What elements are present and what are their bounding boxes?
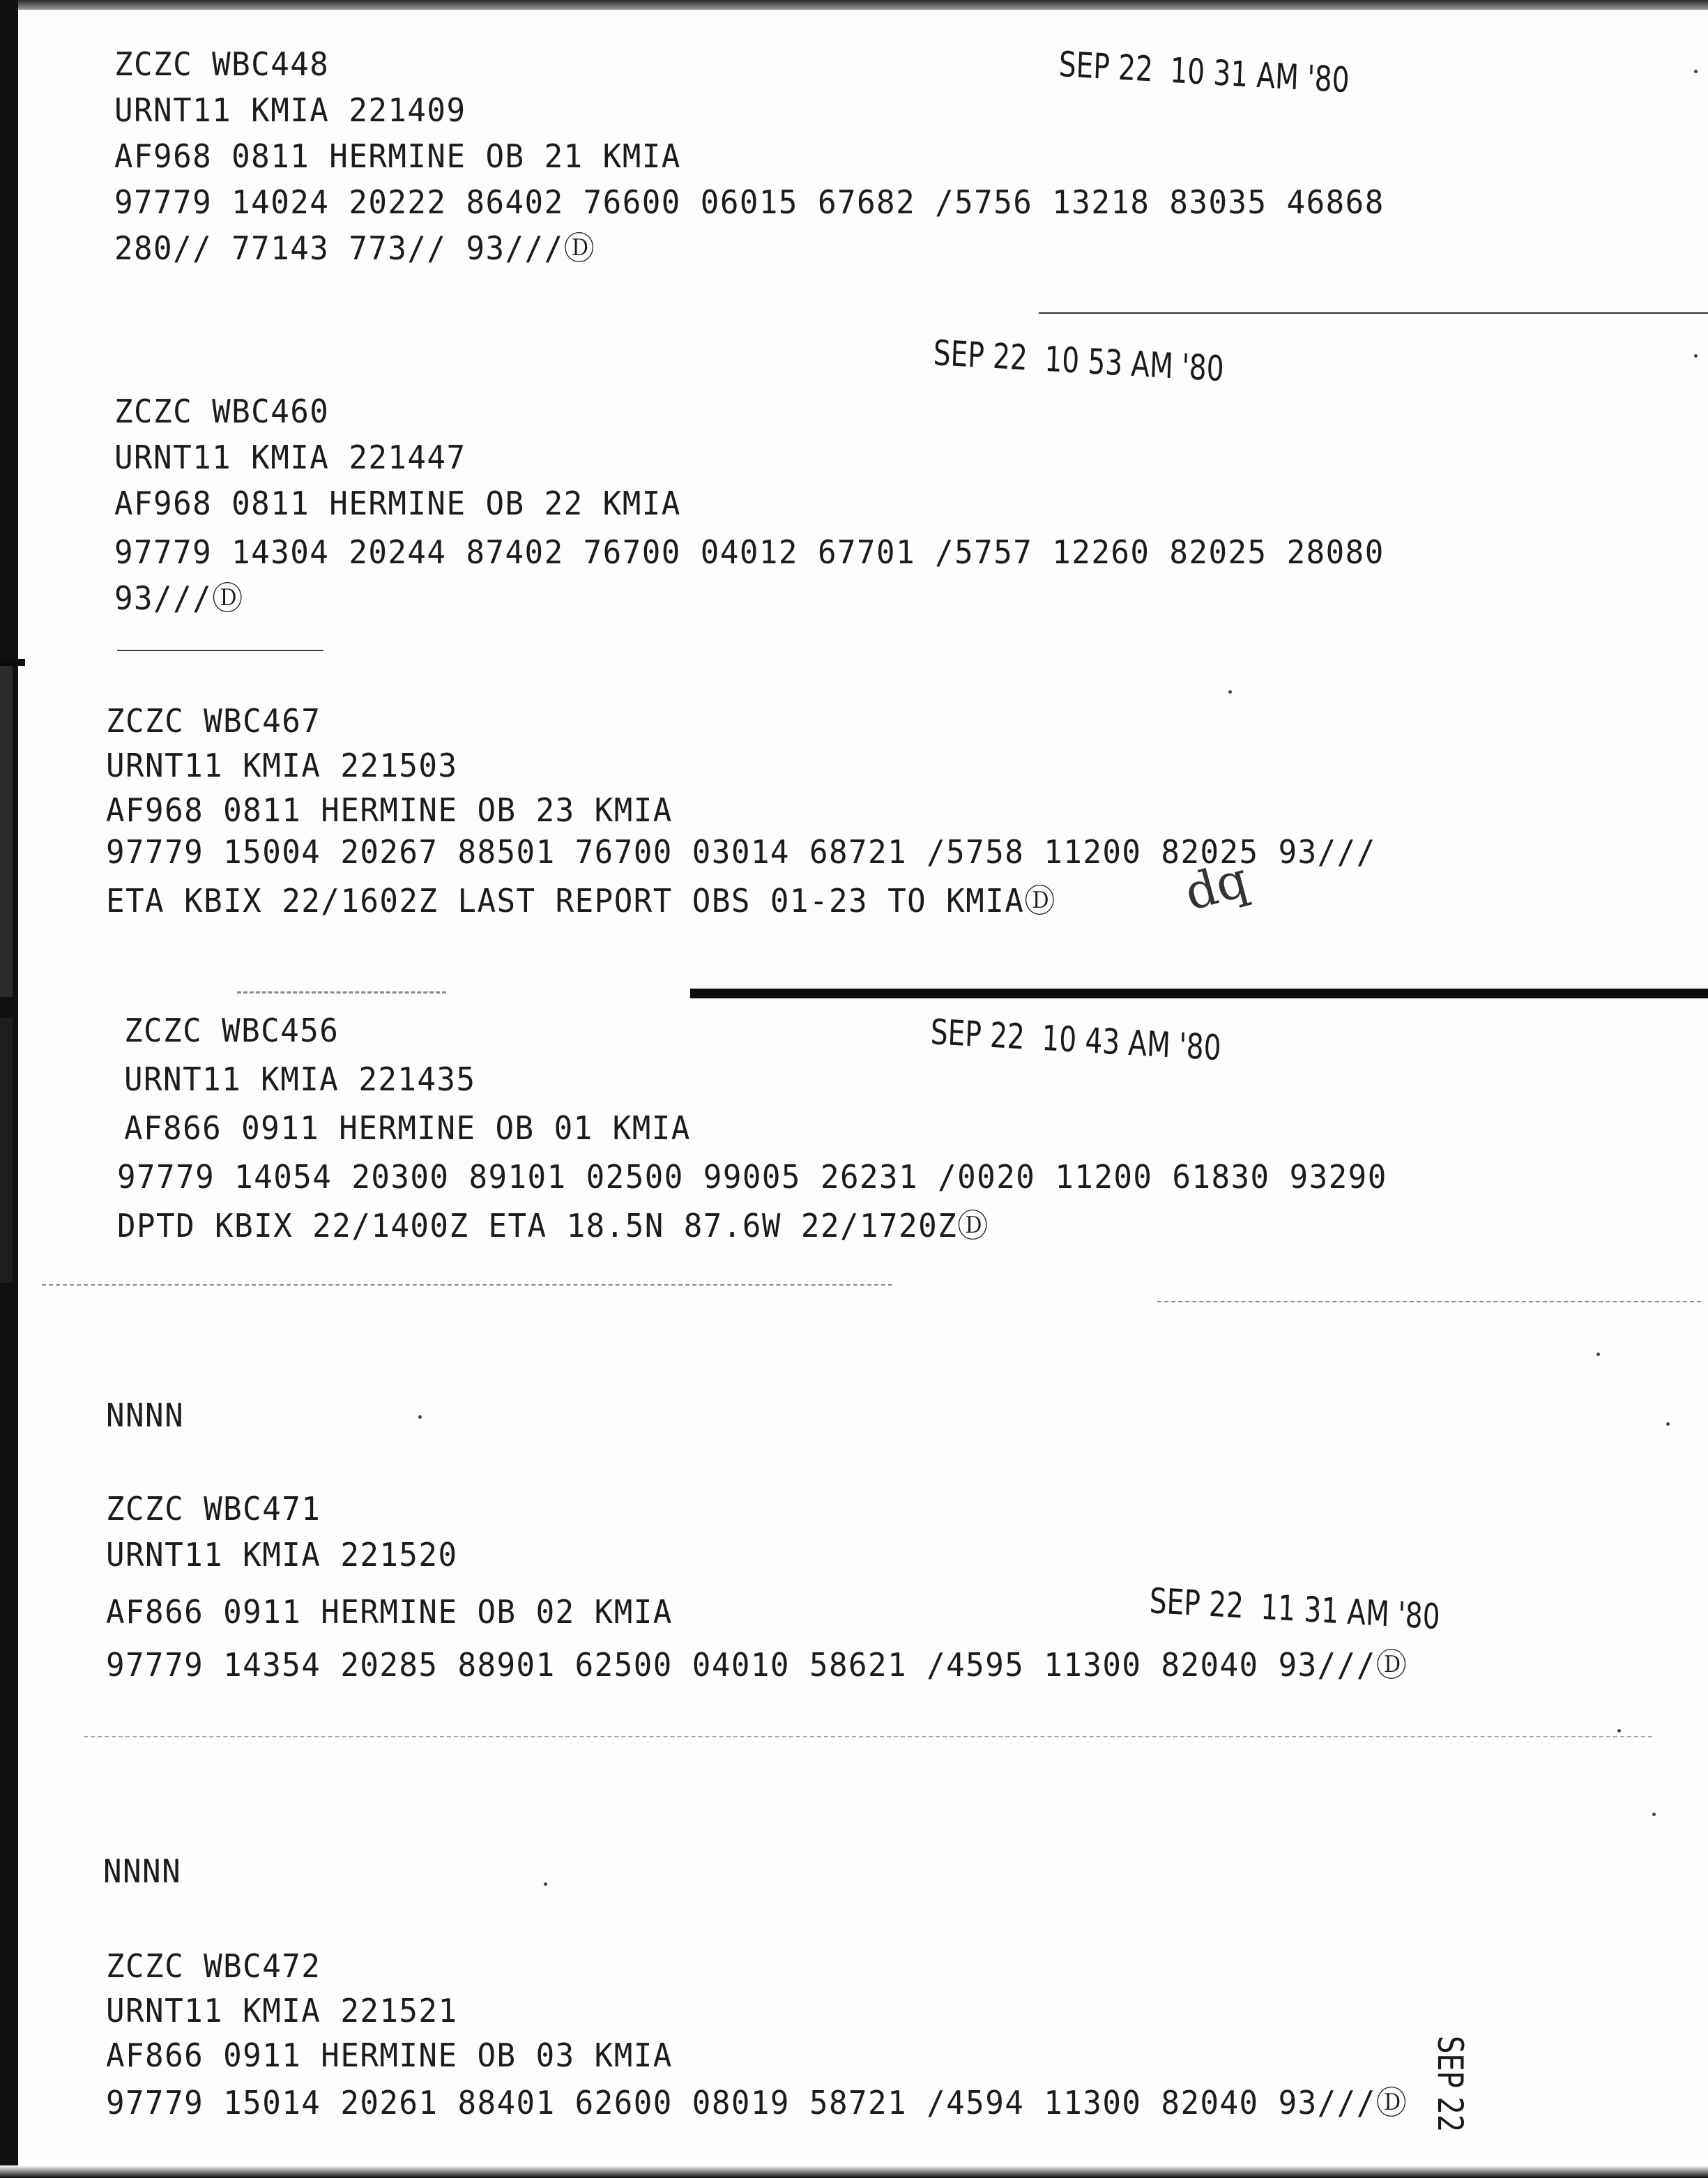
message-line: URNT11 KMIA 221503: [106, 747, 458, 784]
received-time-stamp: SEP 22 11 31 AM '80: [1148, 1580, 1441, 1638]
received-date-stamp: SEP 22: [1430, 2036, 1470, 2133]
message-line: URNT11 KMIA 221409: [114, 91, 466, 129]
message-line: ETA KBIX 22/1602Z LAST REPORT OBS 01-23 TO KMIAⒹ: [106, 882, 1056, 920]
strip-edge: [1039, 312, 1708, 314]
message-line: 97779 14024 20222 86402 76600 06015 67682 /5756 13218 83035 46868: [114, 183, 1385, 221]
message-line: AF866 0911 HERMINE OB 01 KMIA: [124, 1109, 691, 1147]
message-line: 97779 15014 20261 88401 62600 08019 58721 /4594 11300 82040 93///Ⓓ: [106, 2084, 1408, 2122]
message-header: ZCZC WBC460: [114, 393, 330, 430]
scan-speck: [1652, 1813, 1656, 1816]
scan-speck: [1228, 690, 1232, 694]
strip-edge: [690, 989, 1708, 998]
message-line: AF968 0811 HERMINE OB 21 KMIA: [114, 137, 681, 175]
strip-edge: [117, 650, 323, 651]
message-line: DPTD KBIX 22/1400Z ETA 18.5N 87.6W 22/1720ZⒹ: [117, 1207, 989, 1244]
message-line: URNT11 KMIA 221521: [106, 1992, 458, 2029]
received-time-stamp: SEP 22 10 53 AM '80: [932, 332, 1225, 390]
message-line: 280// 77143 773// 93///Ⓓ: [114, 229, 596, 267]
message-header: ZCZC WBC472: [106, 1947, 321, 1985]
message-line: 97779 14304 20244 87402 76700 04012 67701 /5757 12260 82025 28080: [114, 533, 1385, 571]
scan-speck: [1666, 1422, 1670, 1426]
message-line: URNT11 KMIA 221435: [124, 1060, 476, 1098]
scan-left-edge-light-2: [0, 1018, 13, 1283]
handwritten-initials: dq: [1178, 850, 1254, 922]
scan-speck: [1596, 1353, 1600, 1356]
scan-left-edge-light: [0, 662, 13, 997]
end-of-message-marker: NNNN: [103, 1852, 182, 1890]
strip-edge: [1157, 1301, 1701, 1302]
message-line: AF968 0811 HERMINE OB 23 KMIA: [106, 791, 673, 829]
scan-bottom-edge: [0, 2165, 1708, 2178]
message-line: URNT11 KMIA 221447: [114, 439, 466, 476]
strip-edge: [42, 1284, 892, 1286]
scan-speck: [1694, 70, 1698, 73]
scan-top-edge: [0, 0, 1708, 10]
received-time-stamp: SEP 22 10 43 AM '80: [929, 1011, 1222, 1069]
scan-speck: [1694, 354, 1698, 358]
message-line: 93///Ⓓ: [114, 579, 244, 617]
message-header: ZCZC WBC448: [114, 45, 330, 83]
scan-speck: [544, 1882, 547, 1886]
message-line: AF968 0811 HERMINE OB 22 KMIA: [114, 485, 681, 522]
message-header: ZCZC WBC456: [124, 1012, 340, 1049]
message-line: 97779 14354 20285 88901 62500 04010 58621 /4595 11300 82040 93///Ⓓ: [106, 1646, 1408, 1684]
strip-edge: [84, 1736, 1652, 1737]
message-line: AF866 0911 HERMINE OB 02 KMIA: [106, 1593, 673, 1631]
message-line: URNT11 KMIA 221520: [106, 1536, 458, 1574]
message-header: ZCZC WBC471: [106, 1490, 321, 1528]
scan-speck: [1617, 1729, 1621, 1732]
message-line: AF866 0911 HERMINE OB 03 KMIA: [106, 2036, 673, 2074]
message-header: ZCZC WBC467: [106, 702, 321, 740]
received-time-stamp: SEP 22 10 31 AM '80: [1058, 43, 1350, 101]
scan-speck: [418, 1415, 422, 1419]
end-of-message-marker: NNNN: [106, 1396, 185, 1434]
strip-edge: [0, 659, 25, 666]
strip-edge: [237, 991, 446, 993]
message-line: 97779 15004 20267 88501 76700 03014 68721 /5758 11200 82025 93///: [106, 833, 1376, 871]
message-line: 97779 14054 20300 89101 02500 99005 26231 /0020 11200 61830 93290: [117, 1158, 1387, 1196]
